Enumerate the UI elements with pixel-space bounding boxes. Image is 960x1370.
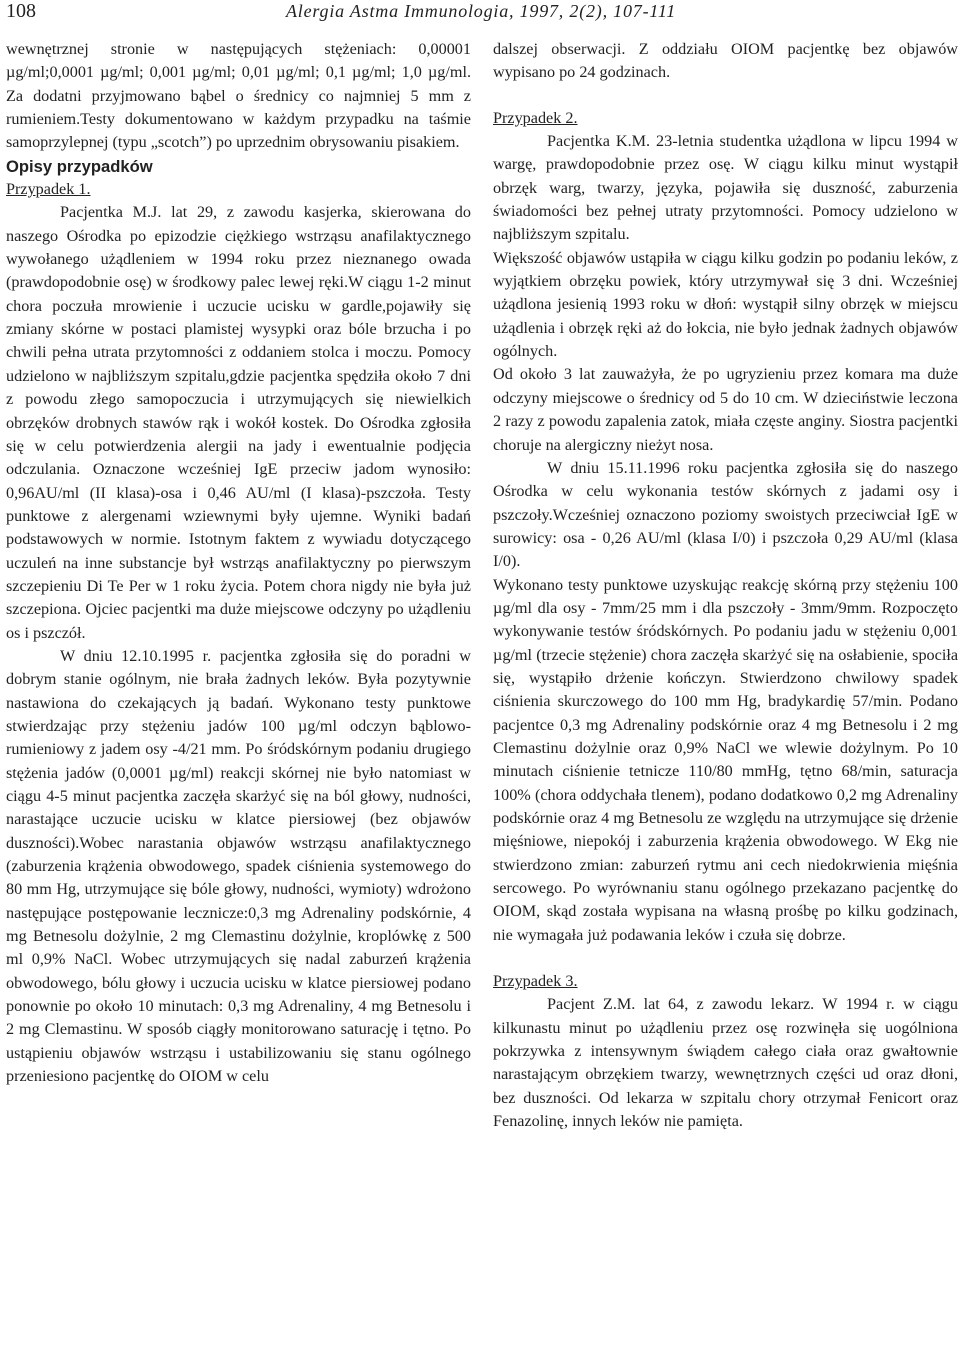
case-3-paragraph-1: Pacjent Z.M. lat 64, z zawodu lekarz. W 1994 r. w ciągu kilkunastu minut po użądleniu przez osę rozwinęła się uogólniona pokrzywka z intensywnym świądem całego ciała oraz gwałtownie narastającym obrzękiem twarzy, wewnętrznych części ud oraz dłoni, bez duszności. Od lekarza w szpitalu chory otrzymał Fenicort oraz Fenazolinę, innych leków nie pamięta.	[493, 995, 958, 1131]
case-2-paragraph-5: Wykonano testy punktowe uzyskując reakcję skórną przy stężeniu 100 µg/ml dla osy - 7mm/25 mm i dla pszczoły - 3mm/9mm. Rozpoczęto wykonywanie testów śródskórnych. Po podaniu jadu w stężeniu 0,001 µg/ml (trzecie stężenie) chora zaczęła skarżyć się na osłabienie, spociła się, wystąpiło drżenie kończyn. Stwierdzono chwilowy spadek ciśnienia skurczowego do 100 mm Hg, bradykardię 57/min. Podano pacjentce 0,3 mg Adrenaliny podskórnie oraz 4 mg Betnesolu i 2 mg Clemastinu dożylnie oraz 0,9% NaCl we wlewie dożylnym. Po 10 minutach ciśnienie tetnicze 110/80 mmHg, tętno 68/min, saturacja 100% (chora oddychała tlenem), podano dodatkowo 0,2 mg Adrenaliny podskórnie oraz 4 mg Betnesolu ze względu na utrzymujące się drżenie mięśniowe, niepokój i zaburzenia krążenia obwodowego. W Ekg nie stwierdzono zmian: zaburzeń rytmu ani cech niedokrwienia mięśnia sercowego. Po wyrównaniu stanu ogólnego przekazano pacjentkę do OIOM, skąd została wypisana na własną prośbę po kilku godzinach, nie wymagała już podawania leków i czuła się dobrze.	[493, 575, 958, 944]
case-2-paragraph-2: Większość objawów ustąpiła w ciągu kilku godzin po podaniu leków, z wyjątkiem obrzęku powiek, który utrzymywał się 3 dni. Wcześniej użądlona jesienią 1993 roku w dłoń: wystąpił silny obrzęk w miejscu użądlenia i obrzęk ręki aż do łokcia, nie było jednak żadnych objawów ogólnych.	[493, 248, 958, 361]
journal-citation: Alergia Astma Immunologia, 1997, 2(2), 107-111	[286, 1, 677, 21]
case-1-continuation: dalszej obserwacji. Z oddziału OIOM pacjentkę bez objawów wypisano po 24 godzinach.	[493, 40, 958, 82]
section-heading: Opisy przypadków	[6, 156, 153, 176]
case-2-paragraph-4: W dniu 15.11.1996 roku pacjentka zgłosiła się do naszego Ośrodka w celu wykonania testów skórnych z jadami osy i pszczoły.Wcześniej oznaczono poziomy swoistych przeciwciał IgE w surowicy: osa - 0,26 AU/ml (klasa I/0) i pszczoła 0,29 AU/ml (klasa I/0).	[493, 458, 958, 571]
case-1-title: Przypadek 1.	[6, 180, 91, 199]
right-column	[493, 38, 958, 1133]
page-header	[0, 0, 960, 30]
page-number: 108	[6, 0, 36, 22]
case-3-title: Przypadek 3.	[493, 972, 578, 991]
case-1-paragraph-1: Pacjentka M.J. lat 29, z zawodu kasjerka, skierowana do naszego Ośrodka po epizodzie ciężkiego wstrząsu anafilaktycznego wywołanego użądleniem w 1994 roku przez nieznanego owada (prawdopodobnie osę) w środkowy palec lewej ręki.W ciągu 1-2 minut chora poczuła mrowienie i uczucie ucisku w gardle,pojawiły się zmiany skórne w postaci plamistej wysypki oraz bóle brzucha i po chwili pełna utrata przytomności z oddaniem stolca i moczu. Pomocy udzielono w najbliższym szpitalu,gdzie pacjentka spędziła około 7 dni z powodu złego samopoczucia i utrzymujących się niewielkich obrzęków drobnych stawów rąk i wokół kostek. Do Ośrodka zgłosiła się w celu potwierdzenia alergii na jady i ewentualnie podjęcia odczulania. Oznaczone wcześniej IgE przeciw jadom wynosiło: 0,96AU/ml (II klasa)-osa i 0,46 AU/ml (I klasa)-pszczoła. Testy punktowe z alergenami wziewnymi były ujemne. Wyniki badań podstawowych w normie. Istotnym faktem z wywiadu dotyczącego uczuleń na inne substancje był wstrząs anafilaktyczny po pierwszym szczepieniu Di Te Per w 1 roku życia. Potem chora nigdy nie była już szczepiona. Ojciec pacjentki ma duże miejscowe odczyny po użądleniu os i pszczół.	[6, 203, 471, 642]
case-2-paragraph-1: Pacjentka K.M. 23-letnia studentka użądlona w lipcu 1994 w wargę, prawdopodobnie przez osę. W ciągu kilku minut wystąpił obrzęk warg, twarzy, języka, pojawiła się duszność, zaburzenia świadomości bez pełnej utraty przytomności. Pomocy udzielono w najbliższym szpitalu.	[493, 132, 958, 244]
case-2-title: Przypadek 2.	[493, 108, 578, 127]
case-2-paragraph-3: Od około 3 lat zauważyła, że po ugryzieniu przez komara ma duże odczyny miejscowe o średnicy od 5 do 10 cm. W dzieciństwie leczona 2 razy z powodu zapalenia zatok, miała częste anginy. Siostra pacjentki choruje na alergiczny nieżyt nosa.	[493, 365, 958, 454]
methods-paragraph: wewnętrznej stronie w następujących stężeniach: 0,00001 µg/ml;0,0001 µg/ml; 0,001 µg/ml; 0,01 µg/ml; 0,1 µg/ml; 1,0 µg/ml. Za dodatni przyjmowano bąbel o średnicy co najmniej 5 mm z rumieniem.Testy dokumentowano w każdym przypadku na taśmie samoprzylepnej (typu „scotch”) po uprzednim obrysowaniu pisakiem.	[6, 40, 471, 152]
case-1-paragraph-2: W dniu 12.10.1995 r. pacjentka zgłosiła się do poradni w dobrym stanie ogólnym, nie brała żadnych leków. Była pozytywnie nastawiona do czekających ją badań. Wykonano testy punktowe stwierdzając przy stężeniu jadów 100 µg/ml odczyn bąblowo-rumieniowy z jadem osy -4/21 mm. Po śródskórnym podaniu drugiego stężenia jadów (0,0001 µg/ml) reakcji skórnej nie było natomiast w ciągu 4-5 minut pacjentka zaczęła skarżyć się na ból głowy, nudności, narastające uczucie ucisku w klatce piersiowej (bez objawów duszności).Wobec narastania objawów wstrząsu anafilaktycznego (zaburzenia krążenia obwodowego, spadek ciśnienia systemowego do 80 mm Hg, utrzymujące się bóle głowy, nudności, wymioty) wdrożono następujące postępowanie lecznicze:0,3 mg Adrenaliny podskórnie, 4 mg Betnesolu dożylnie, 2 mg Clemastinu dożylnie, kroplówkę z 500 ml 0,9% NaCl. Wobec utrzymujących się nadal zaburzeń krążenia obwodowego, bólu głowy i uczucia ucisku w klatce piersiowej podano ponownie po około 10 minutach: 0,3 mg Adrenaliny, 4 mg Betnesolu i 2 mg Clemastinu. W sposób ciągły monitorowano saturację i tętno. Po ustąpieniu objawów wstrząsu i ustabilizowaniu się stanu ogólnego przeniesiono pacjentkę do OIOM w celu	[6, 646, 471, 1086]
left-column	[6, 38, 471, 1088]
